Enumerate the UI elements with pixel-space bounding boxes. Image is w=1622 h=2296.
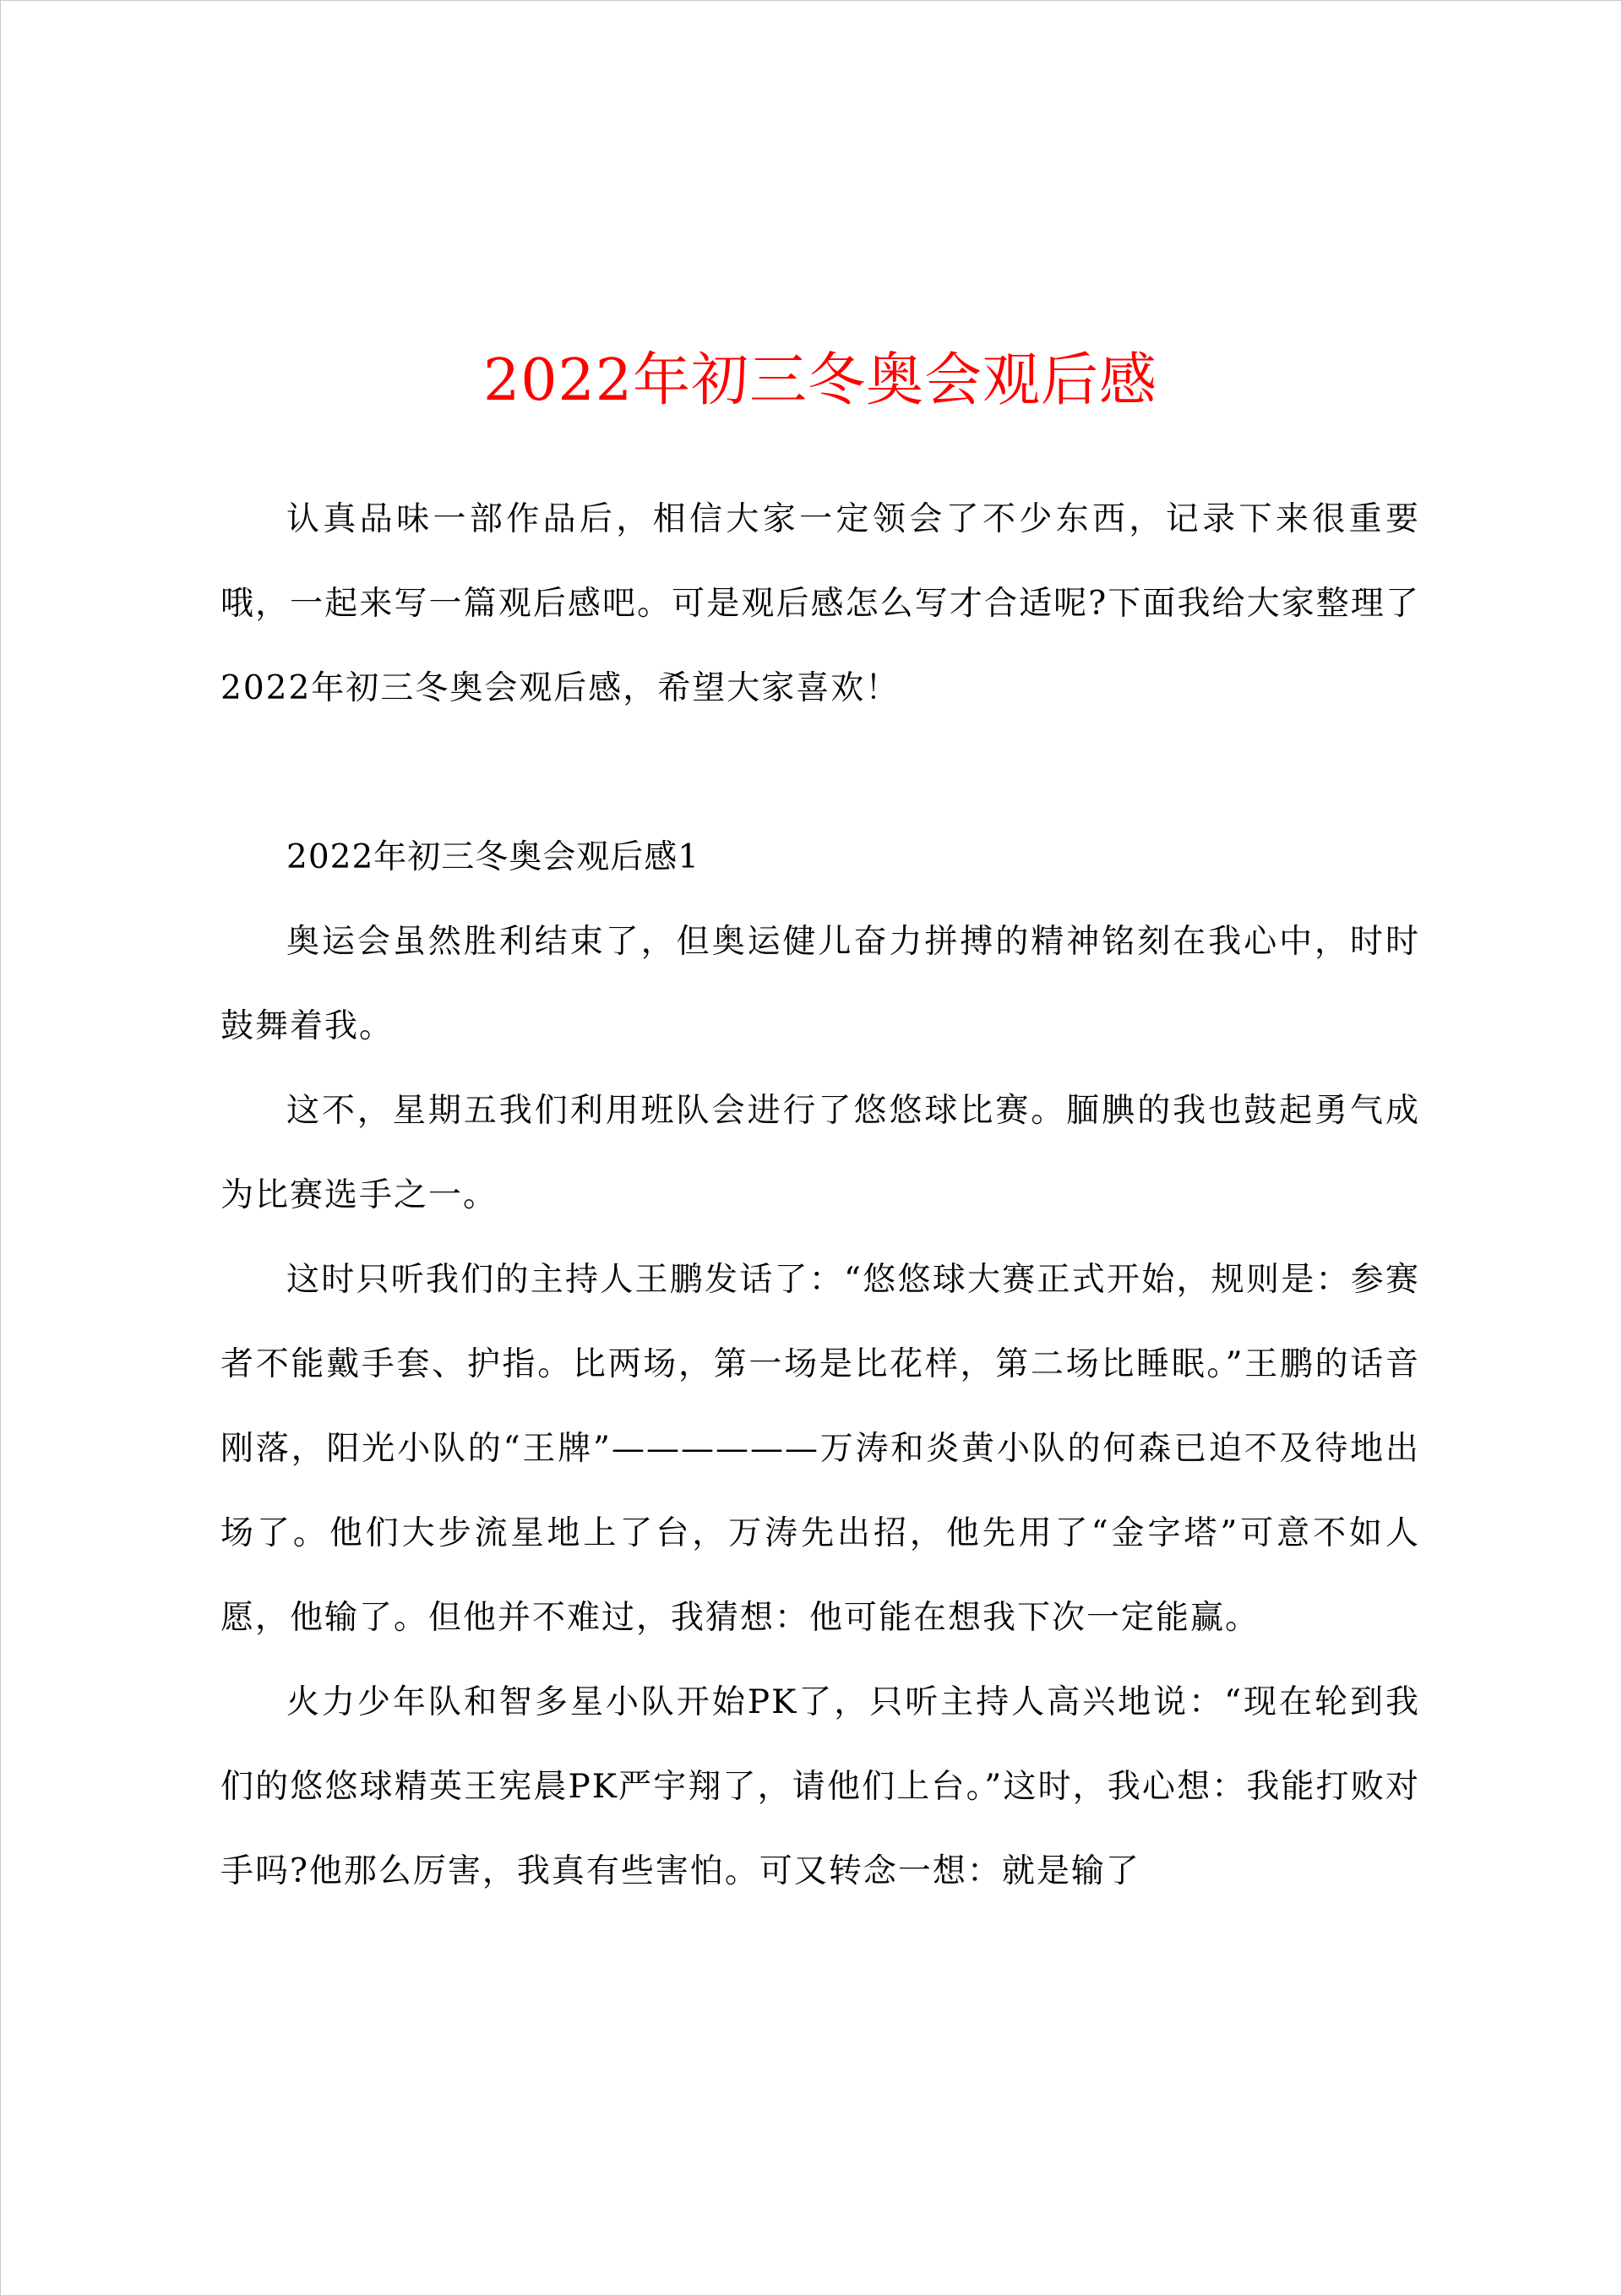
- intro-paragraph: 认真品味一部作品后，相信大家一定领会了不少东西，记录下来很重要哦，一起来写一篇观后感吧。可是观后感怎么写才合适呢?下面我给大家整理了2022年初三冬奥会观后感，希望大家喜欢！: [220, 500, 1420, 707]
- body-paragraph-1: 奥运会虽然胜利结束了，但奥运健儿奋力拼搏的精神铭刻在我心中，时时鼓舞着我。: [220, 923, 1420, 1045]
- section-heading: 2022年初三冬奥会观后感1: [286, 838, 700, 876]
- document-content: [220, 339, 1420, 1914]
- document-title: 2022年初三冬奥会观后感: [482, 347, 1158, 414]
- body-paragraph-3: 这时只听我们的主持人王鹏发话了：“悠悠球大赛正式开始，规则是：参赛者不能戴手套、护指。比两场，第一场是比花样，第二场比睡眠。”王鹏的话音刚落，阳光小队的“王牌”——————万涛和炎黄小队的何森已迫不及待地出场了。他们大步流星地上了台，万涛先出招，他先用了“金字塔”可意不如人愿，他输了。但他并不难过，我猜想：他可能在想我下次一定能赢。: [220, 1261, 1420, 1637]
- body-paragraph-4: 火力少年队和智多星小队开始PK了，只听主持人高兴地说：“现在轮到我们的悠悠球精英王宪晨PK严宇翔了，请他们上台。”这时，我心想：我能打败对手吗?他那么厉害，我真有些害怕。可又转念一想：就是输了: [220, 1683, 1420, 1890]
- body-paragraph-2: 这不，星期五我们利用班队会进行了悠悠球比赛。腼腆的我也鼓起勇气成为比赛选手之一。: [220, 1092, 1420, 1214]
